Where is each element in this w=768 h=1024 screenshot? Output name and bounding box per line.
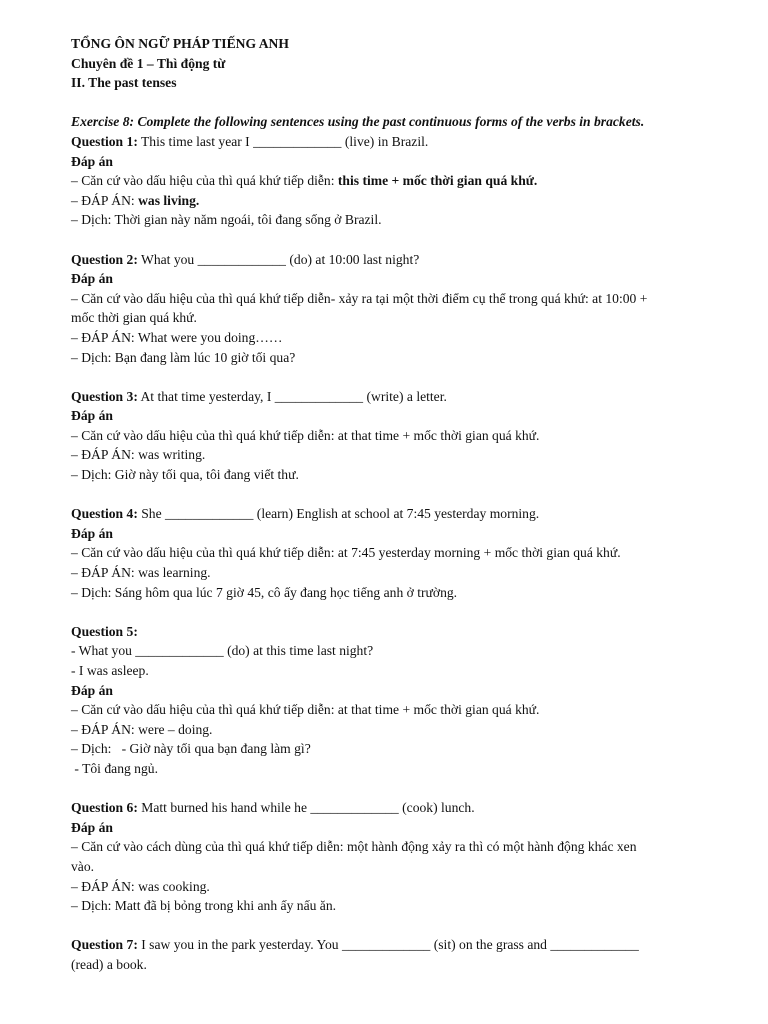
doc-section: II. The past tenses xyxy=(71,75,177,91)
answer-reason: – Căn cứ vào dấu hiệu của thì quá khứ tiếp diễn: at 7:45 yesterday morning + mốc thời gian quá khứ. xyxy=(71,545,621,561)
answer-reason-cont: mốc thời gian quá khứ. xyxy=(71,310,197,326)
answer-label: Đáp án xyxy=(71,408,113,424)
answer-translation: – Dịch: - Giờ này tối qua bạn đang làm gì? xyxy=(71,741,311,757)
answer-reason: – Căn cứ vào dấu hiệu của thì quá khứ tiếp diễn- xảy ra tại một thời điểm cụ thể trong quá khứ: at 10:00 + xyxy=(71,290,648,306)
spacer xyxy=(71,916,728,936)
answer-translation: – Dịch: Giờ này tối qua, tôi đang viết thư. xyxy=(71,467,299,483)
spacer xyxy=(71,602,728,622)
answer-label: Đáp án xyxy=(71,525,113,541)
answer-translation-cont: - Tôi đang ngủ. xyxy=(71,760,158,776)
spacer xyxy=(71,485,728,505)
answer-key: – ĐÁP ÁN: was learning. xyxy=(71,565,211,581)
spacer xyxy=(71,230,728,250)
reason-text: – Căn cứ vào dấu hiệu của thì quá khứ tiếp diễn: xyxy=(71,173,338,189)
answer-translation: – Dịch: Bạn đang làm lúc 10 giờ tối qua? xyxy=(71,349,296,365)
spacer xyxy=(71,93,728,113)
question-4 xyxy=(71,504,728,524)
reason-keyword: this time + mốc thời gian quá khứ. xyxy=(337,173,538,189)
answer-label: Đáp án xyxy=(71,819,113,835)
question-text: Matt burned his hand while he _____________ (cook) lunch. xyxy=(137,800,475,816)
answer-translation: – Dịch: Sáng hôm qua lúc 7 giờ 45, cô ấy đang học tiếng anh ở trường. xyxy=(71,584,458,600)
question-5-label: Question 5: xyxy=(71,623,138,639)
answer-label: Đáp án xyxy=(71,153,113,169)
answer-label: Đáp án xyxy=(71,271,113,287)
exercise-instruction: Exercise 8: Complete the following sentences using the past continuous forms of the verbs in brackets. xyxy=(71,114,645,130)
question-label: Question 1: xyxy=(71,133,138,149)
question-label: Question 6: xyxy=(71,800,138,816)
question-label: Question 2: xyxy=(71,251,138,267)
answer-key-value: was living. xyxy=(138,192,200,208)
answer-label: Đáp án xyxy=(71,682,113,698)
answer-key: – ĐÁP ÁN: was cooking. xyxy=(71,878,210,894)
answer-key: – ĐÁP ÁN: was writing. xyxy=(71,447,206,463)
answer-key xyxy=(71,191,728,211)
answer-reason-cont: vào. xyxy=(71,858,95,874)
doc-topic: Chuyên đề 1 – Thì động từ xyxy=(71,55,226,71)
answer-key-label: – ĐÁP ÁN: xyxy=(71,192,139,208)
answer-translation: – Dịch: Thời gian này năm ngoái, tôi đang sống ở Brazil. xyxy=(71,212,382,228)
question-7 xyxy=(71,935,728,955)
question-3 xyxy=(71,387,728,407)
question-text: At that time yesterday, I _____________ (write) a letter. xyxy=(137,388,447,404)
answer-translation: – Dịch: Matt đã bị bỏng trong khi anh ấy nấu ăn. xyxy=(71,898,337,914)
doc-title: TỔNG ÔN NGỮ PHÁP TIẾNG ANH xyxy=(71,36,289,51)
answer-reason: – Căn cứ vào dấu hiệu của thì quá khứ tiếp diễn: at that time + mốc thời gian quá khứ. xyxy=(71,702,540,718)
answer-key: – ĐÁP ÁN: What were you doing…… xyxy=(71,329,283,345)
answer-key: – ĐÁP ÁN: were – doing. xyxy=(71,721,213,737)
dialogue-line: - I was asleep. xyxy=(71,663,149,678)
question-text: This time last year I _____________ (live) in Brazil. xyxy=(137,133,429,149)
answer-reason: – Căn cứ vào cách dùng của thì quá khứ tiếp diễn: một hành động xảy ra thì có một hành động khác xen xyxy=(71,839,637,855)
spacer xyxy=(71,367,728,387)
question-text: She _____________ (learn) English at school at 7:45 yesterday morning. xyxy=(137,506,540,522)
dialogue-line: - What you _____________ (do) at this time last night? xyxy=(71,643,374,659)
question-2 xyxy=(71,250,728,270)
question-label: Question 7: xyxy=(71,937,138,953)
question-text: What you _____________ (do) at 10:00 last night? xyxy=(137,251,420,267)
question-1 xyxy=(71,132,728,152)
question-6 xyxy=(71,798,728,818)
spacer xyxy=(71,779,728,799)
question-label: Question 3: xyxy=(71,388,138,404)
question-text: I saw you in the park yesterday. You _____________ (sit) on the grass and _____________ xyxy=(137,937,639,953)
answer-reason xyxy=(71,171,728,191)
question-text-cont: (read) a book. xyxy=(71,956,147,972)
answer-reason: – Căn cứ vào dấu hiệu của thì quá khứ tiếp diễn: at that time + mốc thời gian quá khứ. xyxy=(71,427,540,443)
question-label: Question 4: xyxy=(71,506,138,522)
